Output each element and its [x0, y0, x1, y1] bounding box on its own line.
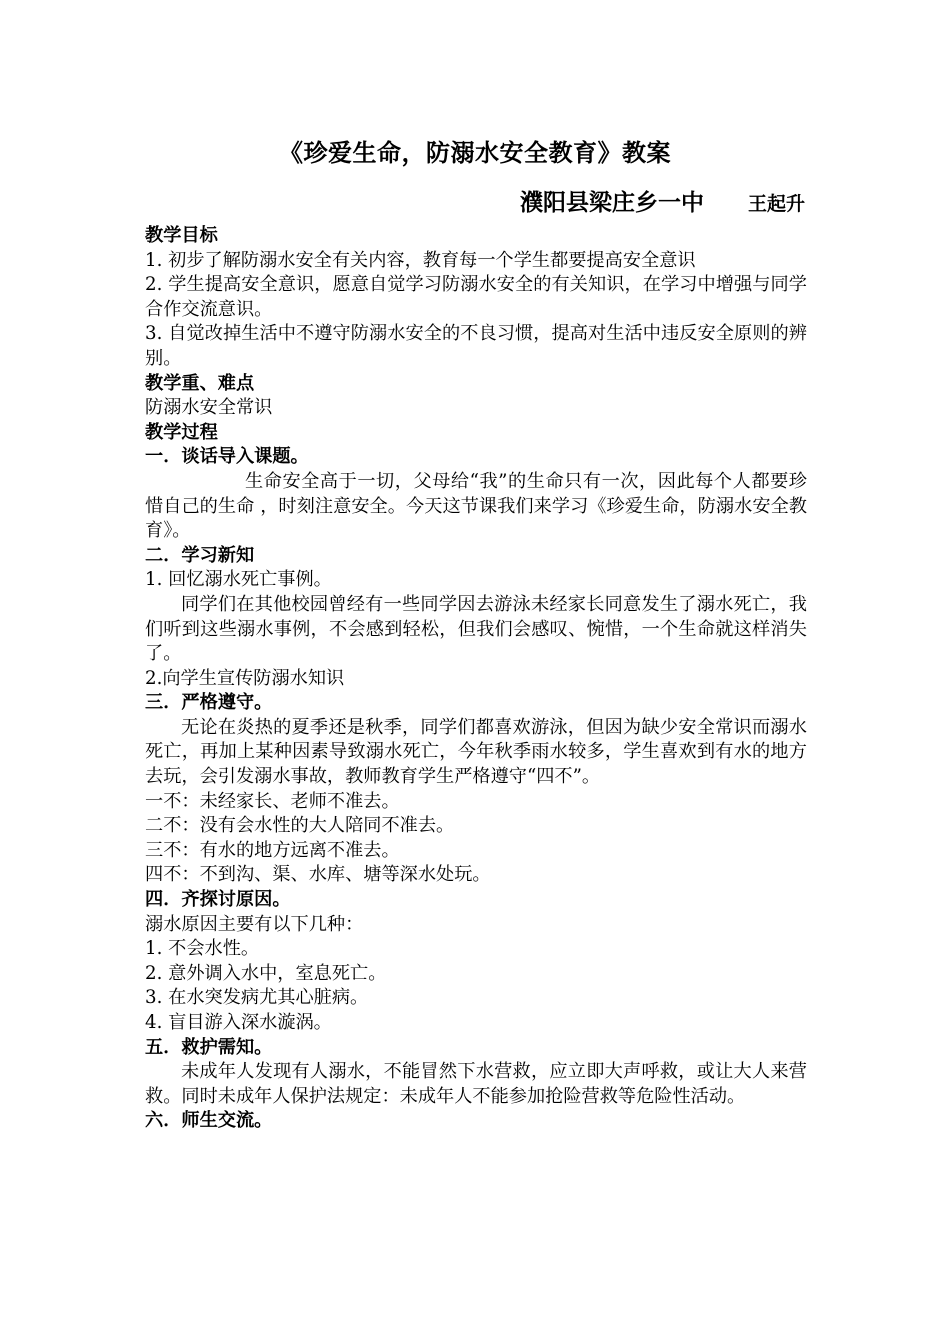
- document-body: [145, 224, 807, 1134]
- school-name: 濮阳县梁庄乡一中: [519, 189, 704, 216]
- rule-item: 二不：没有会水性的大人陪同不准去。: [145, 815, 455, 837]
- rule-item: 一不：未经家长、老师不准去。: [145, 790, 400, 812]
- focus-heading: 教学重、难点: [145, 372, 255, 394]
- reason-item: 4. 盲目游入深水漩涡。: [145, 1012, 332, 1033]
- section-heading-2: 二．学习新知: [145, 544, 255, 566]
- focus-text: 防溺水安全常识: [145, 397, 273, 419]
- section-heading-5: 五．救护需知。: [145, 1036, 273, 1058]
- reason-item: 2. 意外调入水中，室息死亡。: [145, 962, 387, 984]
- document-title: 《珍爱生命，防溺水安全教育》教案: [279, 138, 671, 167]
- section-1-text: 生命安全高于一切，父母给“我”的生命只有一次，因此每个人都要珍惜自己的生命 ，时刻注意安全。今天这节课我们来学习《珍爱生命，防溺水安全教育》。: [145, 470, 807, 542]
- section-2-subheading-2: 2.向学生宣传防溺水知识: [145, 667, 345, 689]
- rule-item: 三不：有水的地方远离不准去。: [145, 839, 400, 861]
- objectives-heading: 教学目标: [145, 225, 218, 246]
- reason-item: 3. 在水突发病尤其心脏病。: [145, 987, 369, 1009]
- section-5-text: 未成年人发现有人溺水，不能冒然下水营救，应立即大声呼救，或让大人来营救。同时未成年人保护法规定：未成年人不能参加抢险营救等危险性活动。: [145, 1061, 807, 1107]
- process-heading: 教学过程: [145, 421, 218, 443]
- section-heading-1: 一．谈话导入课题。: [145, 446, 309, 468]
- objective-item: 3. 自觉改掉生活中不遵守防溺水安全的不良习惯，提高对生活中违反安全原则的辨别。: [145, 323, 807, 369]
- section-heading-4: 四．齐探讨原因。: [145, 889, 291, 911]
- author-name: 王起升: [747, 193, 805, 215]
- author-line: [520, 184, 805, 217]
- section-heading-3: 三．严格遵守。: [145, 692, 273, 714]
- section-4-intro: 溺水原因主要有以下几种：: [145, 913, 364, 935]
- section-heading-6: 六．师生交流。: [145, 1110, 273, 1132]
- objective-item: 2. 学生提高安全意识，愿意自觉学习防溺水安全的有关知识，在学习中增强与同学合作交流意识。: [145, 274, 807, 320]
- rule-item: 四不：不到沟、渠、水库、塘等深水处玩。: [145, 864, 491, 886]
- section-2-text: 同学们在其他校园曾经有一些同学因去游泳未经家长同意发生了溺水死亡，我们听到这些溺水事例，不会感到轻松，但我们会感叹、惋惜，一个生命就这样消失了。: [145, 593, 807, 665]
- section-2-subheading-1: 1. 回忆溺水死亡事例。: [145, 569, 332, 591]
- section-3-text: 无论在炎热的夏季还是秋季，同学们都喜欢游泳，但因为缺少安全常识而溺水死亡，再加上某种因素导致溺水死亡，今年秋季雨水较多，学生喜欢到有水的地方去玩，会引发溺水事故，教师教育学生严格遵守“四不”。: [145, 716, 807, 788]
- reason-item: 1. 不会水性。: [145, 938, 260, 960]
- objective-item: 1. 初步了解防溺水安全有关内容，教育每一个学生都要提高安全意识: [145, 249, 696, 271]
